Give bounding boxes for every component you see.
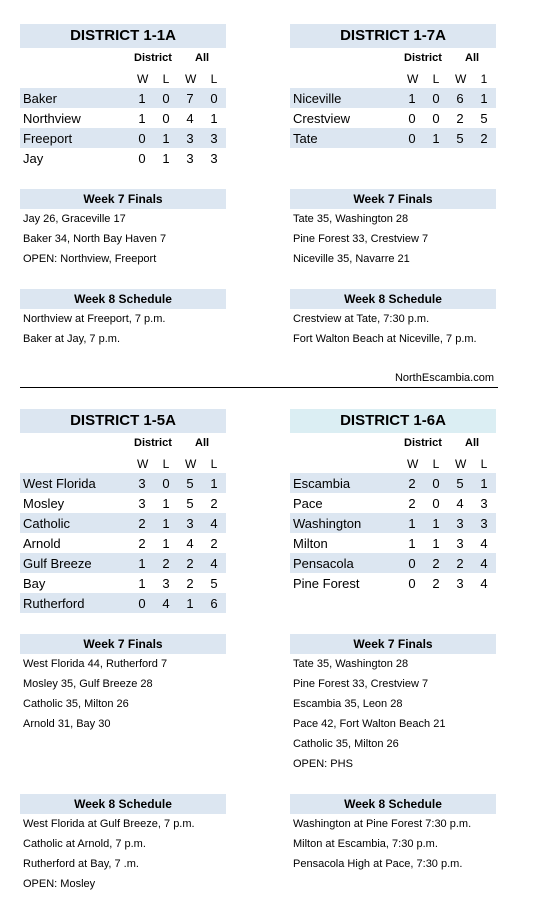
stat: 1 bbox=[408, 91, 416, 106]
final-result: Pace 42, Fort Walton Beach 21 bbox=[293, 718, 446, 730]
district-group-label: District bbox=[134, 52, 172, 64]
district-group-label: District bbox=[404, 437, 442, 449]
team-name: Niceville bbox=[293, 91, 342, 106]
stat: 1 bbox=[138, 91, 146, 106]
stat: 1 bbox=[138, 111, 146, 126]
district-group-label: District bbox=[404, 52, 442, 64]
final-result: Arnold 31, Bay 30 bbox=[23, 718, 111, 730]
stat: 2 bbox=[138, 516, 146, 531]
stat: 1 bbox=[480, 476, 488, 491]
stat: 3 bbox=[480, 516, 488, 531]
col-w: W bbox=[455, 72, 467, 86]
stat: 0 bbox=[408, 556, 416, 571]
team-name: Pine Forest bbox=[293, 576, 360, 591]
stat: 1 bbox=[138, 576, 146, 591]
stat: 2 bbox=[456, 111, 464, 126]
stat: 2 bbox=[408, 476, 416, 491]
stat: 1 bbox=[162, 516, 170, 531]
district-1-5a-schedule bbox=[20, 794, 226, 894]
final-result: Pine Forest 33, Crestview 7 bbox=[293, 678, 429, 690]
stat: 3 bbox=[210, 151, 218, 166]
group-header bbox=[20, 48, 226, 68]
site-credit: NorthEscambia.com bbox=[394, 372, 494, 384]
team-name: Tate bbox=[293, 131, 318, 146]
stat: 0 bbox=[162, 91, 170, 106]
finals-title: Week 7 Finals bbox=[20, 189, 226, 209]
stat: 3 bbox=[138, 476, 146, 491]
schedule-title: Week 8 Schedule bbox=[290, 794, 496, 814]
team-name: West Florida bbox=[23, 476, 96, 491]
stat: 0 bbox=[408, 111, 416, 126]
group-header bbox=[20, 433, 226, 453]
stat: 0 bbox=[408, 576, 416, 591]
stat: 1 bbox=[432, 516, 440, 531]
stat: 2 bbox=[138, 536, 146, 551]
team-row bbox=[290, 533, 496, 553]
district-1-5a-finals bbox=[20, 634, 226, 734]
finals-title: Week 7 Finals bbox=[20, 634, 226, 654]
col-l: L bbox=[162, 72, 170, 86]
team-row bbox=[20, 128, 226, 148]
final-result: Niceville 35, Navarre 21 bbox=[293, 253, 410, 265]
stat: 6 bbox=[210, 596, 218, 611]
stat: 2 bbox=[456, 556, 464, 571]
final-result: Tate 35, Washington 28 bbox=[293, 213, 409, 225]
stat: 4 bbox=[480, 576, 488, 591]
stat: 1 bbox=[210, 476, 218, 491]
team-name: Pace bbox=[293, 496, 323, 511]
col-l: L bbox=[210, 457, 218, 471]
finals-title: Week 7 Finals bbox=[290, 634, 496, 654]
team-row bbox=[20, 553, 226, 573]
stat: 0 bbox=[210, 91, 218, 106]
stat: 2 bbox=[210, 496, 218, 511]
team-row bbox=[290, 513, 496, 533]
col-w: W bbox=[455, 457, 467, 471]
section-divider bbox=[20, 387, 498, 388]
stat: 4 bbox=[456, 496, 464, 511]
stat: 4 bbox=[162, 596, 170, 611]
col-w: W bbox=[407, 72, 419, 86]
col-l: L bbox=[210, 72, 218, 86]
stat: 0 bbox=[138, 151, 146, 166]
schedule-game: Catholic at Arnold, 7 p.m. bbox=[23, 838, 146, 850]
team-row bbox=[20, 148, 226, 168]
stat: 5 bbox=[456, 131, 464, 146]
team-row bbox=[20, 493, 226, 513]
stat: 2 bbox=[186, 576, 194, 591]
final-result: Escambia 35, Leon 28 bbox=[293, 698, 403, 710]
stat: 3 bbox=[456, 516, 464, 531]
stat: 0 bbox=[432, 476, 440, 491]
stat: 3 bbox=[186, 131, 194, 146]
stat: 1 bbox=[162, 131, 170, 146]
schedule-game: Washington at Pine Forest 7:30 p.m. bbox=[293, 818, 472, 830]
district-1-1a-schedule bbox=[20, 289, 226, 349]
stat: 0 bbox=[408, 131, 416, 146]
team-row bbox=[290, 473, 496, 493]
final-result: Pine Forest 33, Crestview 7 bbox=[293, 233, 429, 245]
stat: 1 bbox=[432, 536, 440, 551]
stat: 4 bbox=[210, 556, 218, 571]
col-l: L bbox=[480, 457, 488, 471]
all-group-label: All bbox=[465, 52, 480, 64]
finals-title: Week 7 Finals bbox=[290, 189, 496, 209]
team-name: Pensacola bbox=[293, 556, 354, 571]
stat: 3 bbox=[186, 516, 194, 531]
col-w: W bbox=[137, 457, 149, 471]
schedule-title: Week 8 Schedule bbox=[290, 289, 496, 309]
team-name: Rutherford bbox=[23, 596, 85, 611]
stat: 4 bbox=[210, 516, 218, 531]
stat: 2 bbox=[186, 556, 194, 571]
group-header bbox=[290, 433, 496, 453]
all-group-label: All bbox=[195, 52, 210, 64]
team-row bbox=[20, 573, 226, 593]
schedule-game: Northview at Freeport, 7 p.m. bbox=[23, 313, 166, 325]
district-1-1a-finals bbox=[20, 189, 226, 269]
district-group-label: District bbox=[134, 437, 172, 449]
team-row bbox=[20, 108, 226, 128]
schedule-game: Crestview at Tate, 7:30 p.m. bbox=[293, 313, 430, 325]
schedule-title: Week 8 Schedule bbox=[20, 794, 226, 814]
stat: 1 bbox=[480, 91, 488, 106]
stat: 4 bbox=[480, 556, 488, 571]
stat: 2 bbox=[432, 556, 440, 571]
team-row bbox=[20, 473, 226, 493]
stat: 4 bbox=[186, 536, 194, 551]
final-result: OPEN: PHS bbox=[293, 758, 353, 770]
team-row bbox=[20, 593, 226, 613]
stat: 1 bbox=[162, 496, 170, 511]
col-l: L bbox=[432, 72, 440, 86]
stat: 5 bbox=[210, 576, 218, 591]
team-name: Baker bbox=[23, 91, 57, 106]
column-header bbox=[290, 453, 496, 473]
stat: 2 bbox=[480, 131, 488, 146]
schedule-game: Baker at Jay, 7 p.m. bbox=[23, 333, 121, 345]
district-title: DISTRICT 1-6A bbox=[290, 409, 496, 433]
team-row bbox=[290, 553, 496, 573]
team-name: Milton bbox=[293, 536, 328, 551]
district-title: DISTRICT 1-1A bbox=[20, 24, 226, 48]
column-header bbox=[20, 68, 226, 88]
district-title: DISTRICT 1-7A bbox=[290, 24, 496, 48]
team-name: Freeport bbox=[23, 131, 73, 146]
col-w: W bbox=[185, 457, 197, 471]
district-1-7a-standings bbox=[290, 24, 496, 148]
district-1-5a-standings bbox=[20, 409, 226, 613]
stat: 3 bbox=[162, 576, 170, 591]
stat: 3 bbox=[480, 496, 488, 511]
stat: 3 bbox=[138, 496, 146, 511]
col-w: W bbox=[185, 72, 197, 86]
stat: 3 bbox=[456, 576, 464, 591]
stat: 0 bbox=[432, 496, 440, 511]
stat: 1 bbox=[186, 596, 194, 611]
stat: 5 bbox=[186, 496, 194, 511]
all-group-label: All bbox=[195, 437, 210, 449]
team-name: Arnold bbox=[23, 536, 61, 551]
team-name: Bay bbox=[23, 576, 46, 591]
district-1-1a-standings bbox=[20, 24, 226, 168]
district-1-6a-standings bbox=[290, 409, 496, 593]
final-result: West Florida 44, Rutherford 7 bbox=[23, 658, 168, 670]
stat: 2 bbox=[162, 556, 170, 571]
schedule-game: West Florida at Gulf Breeze, 7 p.m. bbox=[23, 818, 195, 830]
stat: 2 bbox=[210, 536, 218, 551]
col-l: L bbox=[432, 457, 440, 471]
team-row bbox=[290, 128, 496, 148]
final-result: Jay 26, Graceville 17 bbox=[23, 213, 126, 225]
stat: 5 bbox=[480, 111, 488, 126]
column-header bbox=[290, 68, 496, 88]
col-w: W bbox=[407, 457, 419, 471]
col-w: W bbox=[137, 72, 149, 86]
stat: 0 bbox=[162, 111, 170, 126]
col-l: L bbox=[162, 457, 170, 471]
team-row bbox=[290, 493, 496, 513]
team-name: Jay bbox=[23, 151, 44, 166]
stat: 7 bbox=[186, 91, 194, 106]
stat: 3 bbox=[186, 151, 194, 166]
stat: 0 bbox=[432, 111, 440, 126]
team-name: Crestview bbox=[293, 111, 351, 126]
stat: 5 bbox=[456, 476, 464, 491]
schedule-game: OPEN: Mosley bbox=[23, 878, 96, 890]
district-1-6a-schedule bbox=[290, 794, 496, 874]
stat: 4 bbox=[186, 111, 194, 126]
final-result: Catholic 35, Milton 26 bbox=[293, 738, 399, 750]
team-name: Washington bbox=[293, 516, 362, 531]
stat: 0 bbox=[432, 91, 440, 106]
final-result: OPEN: Northview, Freeport bbox=[23, 253, 157, 265]
team-name: Gulf Breeze bbox=[23, 556, 92, 571]
schedule-game: Fort Walton Beach at Niceville, 7 p.m. bbox=[293, 333, 477, 345]
team-row bbox=[290, 108, 496, 128]
stat: 0 bbox=[162, 476, 170, 491]
schedule-game: Milton at Escambia, 7:30 p.m. bbox=[293, 838, 438, 850]
stat: 5 bbox=[186, 476, 194, 491]
team-name: Catholic bbox=[23, 516, 70, 531]
district-title: DISTRICT 1-5A bbox=[20, 409, 226, 433]
stat: 1 bbox=[432, 131, 440, 146]
schedule-game: Pensacola High at Pace, 7:30 p.m. bbox=[293, 858, 463, 870]
final-result: Mosley 35, Gulf Breeze 28 bbox=[23, 678, 153, 690]
team-name: Northview bbox=[23, 111, 81, 126]
team-row bbox=[20, 533, 226, 553]
final-result: Baker 34, North Bay Haven 7 bbox=[23, 233, 167, 245]
all-group-label: All bbox=[465, 437, 480, 449]
stat: 2 bbox=[408, 496, 416, 511]
team-row bbox=[290, 573, 496, 593]
district-1-6a-finals bbox=[290, 634, 496, 774]
final-result: Catholic 35, Milton 26 bbox=[23, 698, 129, 710]
stat: 0 bbox=[138, 596, 146, 611]
team-name: Escambia bbox=[293, 476, 351, 491]
district-1-7a-finals bbox=[290, 189, 496, 269]
stat: 1 bbox=[408, 536, 416, 551]
stat: 6 bbox=[456, 91, 464, 106]
team-row bbox=[20, 88, 226, 108]
stat: 1 bbox=[162, 536, 170, 551]
schedule-title: Week 8 Schedule bbox=[20, 289, 226, 309]
team-name: Mosley bbox=[23, 496, 65, 511]
stat: 1 bbox=[210, 111, 218, 126]
column-header bbox=[20, 453, 226, 473]
team-row bbox=[20, 513, 226, 533]
stat: 2 bbox=[432, 576, 440, 591]
final-result: Tate 35, Washington 28 bbox=[293, 658, 409, 670]
stat: 4 bbox=[480, 536, 488, 551]
stat: 1 bbox=[138, 556, 146, 571]
stat: 1 bbox=[162, 151, 170, 166]
schedule-game: Rutherford at Bay, 7 .m. bbox=[23, 858, 139, 870]
stat: 3 bbox=[456, 536, 464, 551]
team-row bbox=[290, 88, 496, 108]
stat: 0 bbox=[138, 131, 146, 146]
group-header bbox=[290, 48, 496, 68]
district-1-7a-schedule bbox=[290, 289, 496, 349]
stat: 1 bbox=[408, 516, 416, 531]
col-l: 1 bbox=[480, 72, 488, 86]
stat: 3 bbox=[210, 131, 218, 146]
